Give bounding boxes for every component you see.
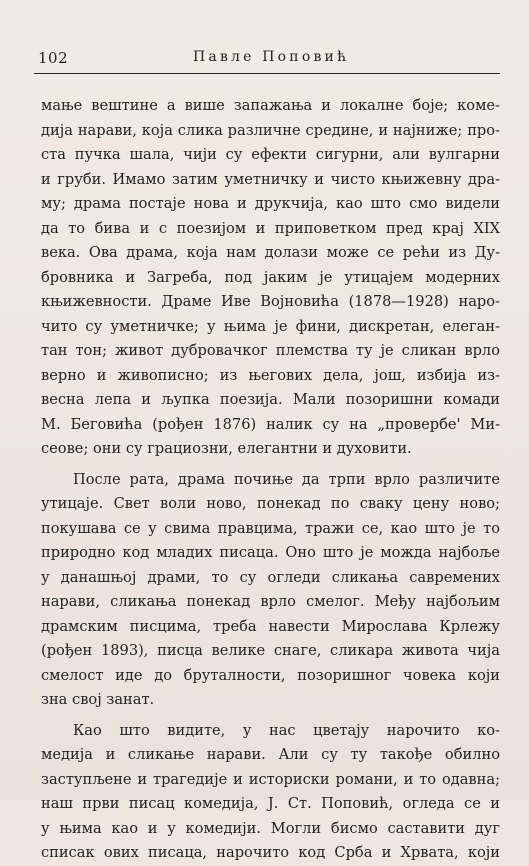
text-line: весна лепа и љупка поезија. Мали позоришни комади — [41, 391, 500, 408]
text-line: мање вештине а више запажања и локалне боје; коме- — [41, 97, 500, 114]
text-line: верно и живописно; из његових дела, још, избија из- — [41, 366, 500, 384]
text-line: и груби. Имамо затим уметничку и чисто књижевну дра- — [41, 170, 500, 188]
text-line: у данашњој драми, то су огледи сликања савремених — [41, 568, 500, 586]
text-line: природно код младих писаца. Оно што је можда најбоље — [41, 544, 500, 561]
text-line: сеове; они су грациозни, елегантни и духовити. — [41, 440, 412, 457]
text-line: века. Ова драма, која нам долази може се рећи из Ду- — [41, 244, 500, 261]
text-line: дија нарави, која слика различне средине, и најниже; про- — [41, 121, 500, 139]
text-line: да то бива и с поезијом и приповетком пред крај XIX — [41, 219, 500, 237]
text-line: ста пучка шала, чији су ефекти сигурни, али вулгарни — [41, 146, 500, 163]
body-text — [41, 94, 500, 866]
text-line: му; драма постаје нова и друкчија, као што смо видели — [41, 195, 500, 212]
text-line: После рата, драма почиње да трпи врло различите — [73, 470, 500, 488]
paragraph — [41, 94, 500, 462]
text-line: зна свој занат. — [41, 691, 155, 708]
running-head: Павле Поповић — [193, 49, 350, 65]
header-rule — [34, 73, 500, 74]
text-line: бровника и Загреба, под јаким је утицајем модерних — [41, 268, 500, 286]
paragraph — [41, 468, 500, 713]
text-line: списак ових писаца, нарочито код Срба и Хрвата, који — [41, 844, 500, 861]
text-line: драмским писцима, треба навести Мирослава Крлежу — [41, 617, 500, 635]
text-line: (рођен 1893), писца велике снаге, сликара живота чија — [41, 642, 500, 659]
text-line: наш први писац комедија, Ј. Ст. Поповић, огледа се и — [41, 795, 500, 812]
text-line: смелост иде до бруталности, позоришног човека који — [41, 666, 500, 684]
text-line: Као што видите, у нас цветају нарочито ко- — [73, 721, 500, 739]
page-header — [38, 49, 500, 69]
text-line: у њима као и у комедији. Могли бисмо саставити дуг — [41, 819, 500, 837]
text-line: М. Беговића (рођен 1876) налик су на „провербе' Ми- — [41, 415, 500, 433]
page-number: 102 — [38, 49, 69, 67]
text-line: заступљене и трагедије и историски романи, и то одавна; — [41, 770, 500, 788]
text-line: покушава се у свима правцима, тражи се, као што је то — [41, 519, 500, 537]
text-line: утицаје. Свет воли ново, понекад по сваку цену ново; — [41, 495, 500, 512]
text-line: медија и сликање нарави. Али су ту такође обилно — [41, 746, 500, 763]
text-line: чито су уметничке; у њима је фини, дискретан, елеган- — [41, 317, 500, 335]
text-line: књижевности. Драме Иве Војновића (1878—1928) наро- — [41, 293, 500, 310]
text-line: нарави, сликања понекад врло смелог. Међу најбољим — [41, 593, 500, 610]
paragraph — [41, 719, 500, 866]
text-line: тан тон; живот дубровачког племства ту је сликан врло — [41, 342, 500, 359]
